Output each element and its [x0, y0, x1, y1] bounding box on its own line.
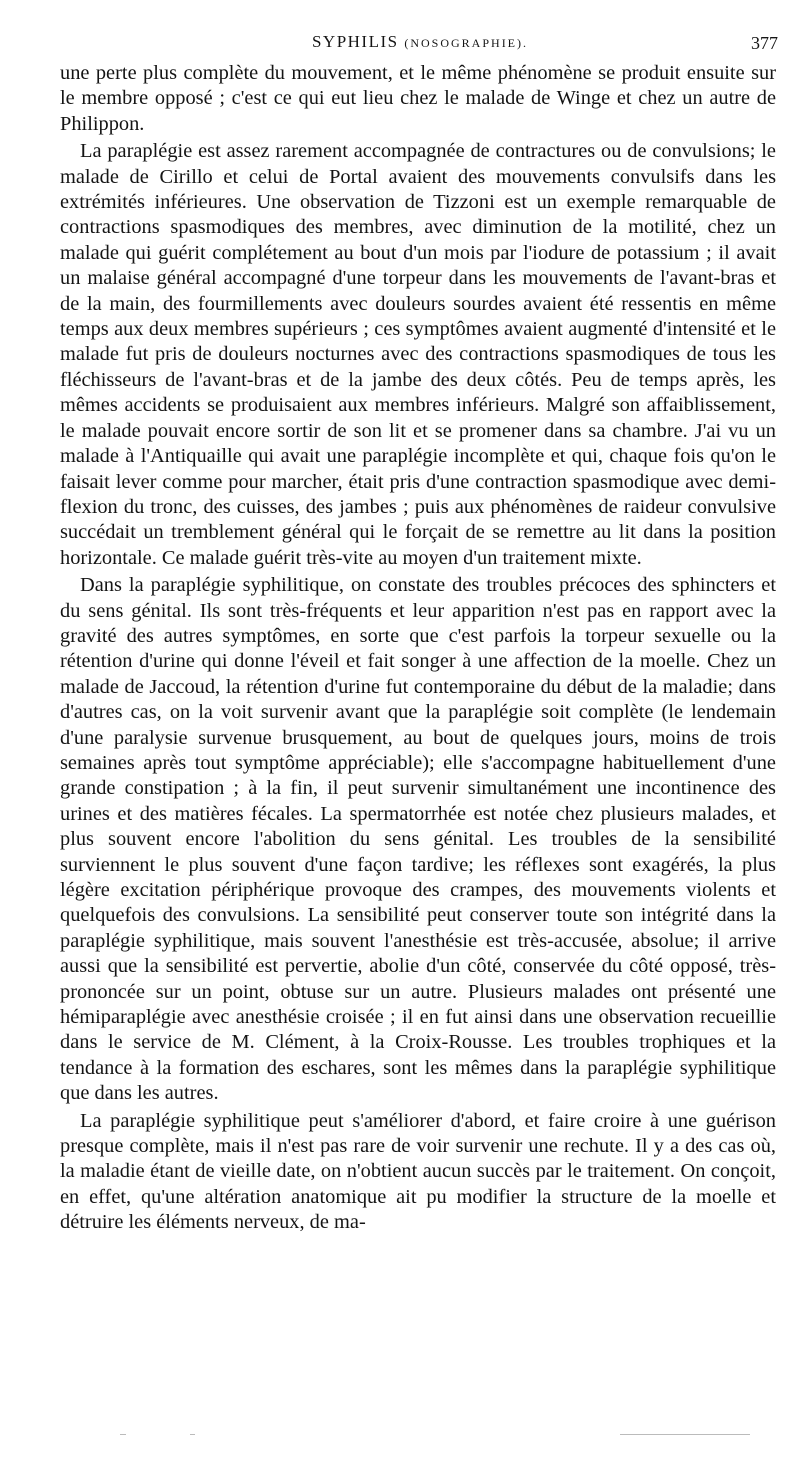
- paragraph-sphincters: Dans la paraplégie syphilitique, on constate des troubles précoces des sphincters et du sens génital. Ils sont très-fréquents et leur apparition n'est pas en rapport avec la gravité des autres symptômes, en sorte que c'est parfois la torpeur sexuelle ou la rétention d'urine qui donne l'éveil et fait songer à une affection de la moelle. Chez un malade de Jaccoud, la rétention d'urine fut contemporaine du début de la maladie; dans d'autres cas, on la voit survenir avant que la paraplégie soit complète (le lendemain d'une paralysie survenue brusquement, au bout de quelques jours, moins de trois semaines après tout symptôme appréciable); elle s'accompagne habituellement d'une grande constipation ; à la fin, il peut survenir simultanément une incontinence des urines et des matières fécales. La spermatorrhée est notée chez plusieurs malades, et plus souvent encore l'abolition du sens génital. Les troubles de la sensibilité surviennent le plus souvent d'une façon tardive; les réflexes sont exagérés, la plus légère excitation périphérique provoque des crampes, des mouvements violents et quelquefois des convulsions. La sensibilité peut conserver toute son intégrité dans la paraplégie syphilitique, mais souvent l'anesthésie est très-accusée, absolue; il arrive aussi que la sensibilité est pervertie, abolie d'un côté, conservée du côté opposé, très-prononcée sur un point, obtuse sur un autre. Plusieurs malades ont présenté une hémiparaplégie avec anesthésie croisée ; il en fut ainsi dans une observation recueillie dans le service de M. Clément, à la Croix-Rousse. Les troubles trophiques et la tendance à la formation des eschares, sont les mêmes dans la paraplégie syphilitique que dans les autres.: [60, 574, 776, 1105]
- running-head: [60, 30, 780, 56]
- paragraph-continuation: une perte plus complète du mouvement, et le même phénomène se produit ensuite sur le membre opposé ; c'est ce qui eut lieu chez le malade de Winge et chez un autre de Philippon.: [60, 62, 776, 135]
- paragraph-contractures: La paraplégie est assez rarement accompagnée de contractures ou de convulsions; le malade de Cirillo et celui de Portal avaient des mouvements convulsifs dans les extrémités inférieures. Une observation de Tizzoni est un exemple remarquable de contractions spasmodiques des membres, avec diminution de la motilité, chez un malade qui guérit complétement au bout d'un mois par l'iodure de potassium ; il avait un malaise général accompagné d'une torpeur dans les mouvements de l'avant-bras et de la main, des fourmillements avec douleurs sourdes avaient été ressentis en même temps aux deux membres supérieurs ; ces symptômes avaient augmenté d'intensité et le malade fut pris de douleurs nocturnes avec des contractions spasmodiques de tous les fléchisseurs de l'avant-bras et de la jambe des deux côtés. Peu de temps après, les mêmes accidents se produisaient aux membres inférieurs. Malgré son affaiblissement, le malade pouvait encore sortir de son lit et se promener dans sa chambre. J'ai vu un malade à l'Antiquaille qui avait une paraplégie incomplète et qui, chaque fois qu'on le faisait lever comme pour marcher, était pris d'une contraction spasmodique avec demi-flexion du tronc, des cuisses, des jambes ; puis aux phénomènes de raideur convulsive succédait un tremblement général qui le forçait de se remettre au lit dans la position horizontale. Ce malade guérit très-vite au moyen d'un traitement mixte.: [60, 140, 776, 569]
- body-text: [60, 61, 776, 1238]
- page-bottom-marks: [60, 1430, 776, 1440]
- running-title-main: SYPHILIS: [311, 32, 399, 51]
- scan-mark: [620, 1434, 750, 1435]
- scan-mark: [190, 1434, 195, 1435]
- running-title: [60, 32, 780, 52]
- page-number: 377: [751, 33, 778, 53]
- scan-mark: [120, 1434, 126, 1435]
- paragraph-rechute: La paraplégie syphilitique peut s'améliorer d'abord, et faire croire à une guérison presque complète, mais il n'est pas rare de voir survenir une rechute. Il y a des cas où, la maladie étant de vieille date, on n'obtient aucun succès par le traitement. On conçoit, en effet, qu'une altération anatomique ait pu modifier la structure de la moelle et détruire les éléments nerveux, de ma-: [60, 1109, 776, 1234]
- running-title-sub: (NOSOGRAPHIE).: [404, 36, 529, 50]
